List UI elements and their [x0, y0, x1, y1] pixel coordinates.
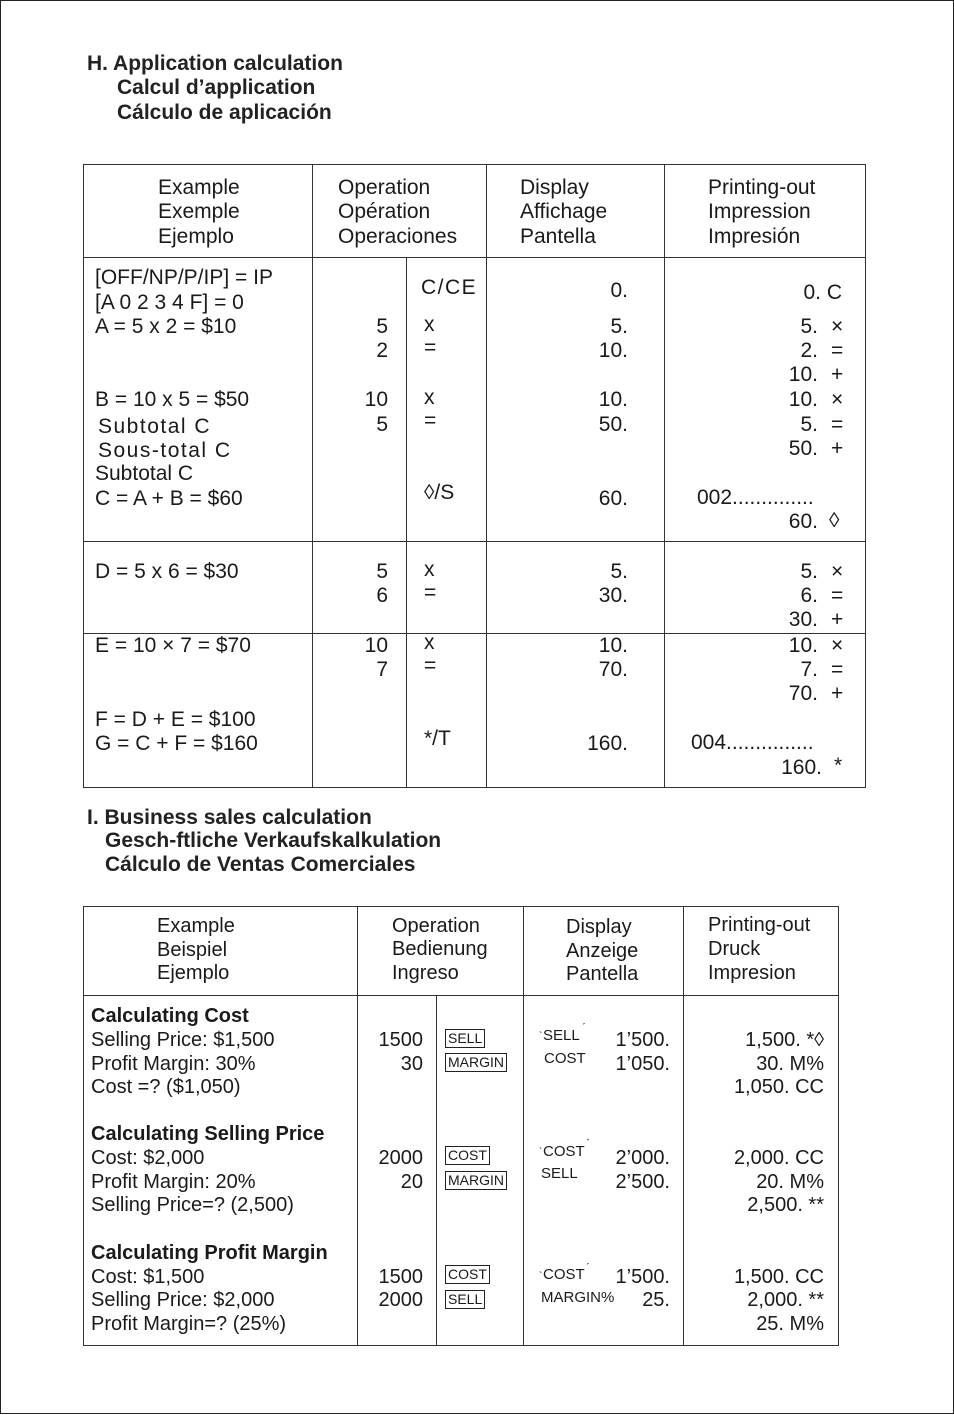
operation-number: 10 [364, 634, 388, 657]
print-symbol: × [831, 388, 844, 411]
display-value: 10. [598, 388, 628, 411]
header-operation: Operation [392, 915, 480, 937]
display-value: 0. [610, 279, 628, 302]
print-value: 25. M% [756, 1313, 824, 1335]
display-value: 60. [598, 487, 628, 510]
operation-number: 1500 [378, 1029, 423, 1051]
display-value: 2’000. [615, 1147, 670, 1169]
key-multiply: x [424, 631, 435, 654]
print-symbol: × [831, 560, 844, 583]
operation-number: 2000 [378, 1289, 423, 1311]
header-example: Example [158, 176, 240, 199]
print-value: 10. [788, 388, 818, 411]
print-symbol: ◊ [829, 509, 840, 532]
print-value: 60. [788, 510, 818, 533]
header-printing-es: Impresión [708, 225, 801, 248]
header-display-es: Pantella [520, 225, 596, 248]
sell-key: SELL [445, 1029, 485, 1048]
header-display-de: Anzeige [566, 940, 639, 962]
print-symbol: = [831, 658, 844, 681]
header-operation-fr: Opération [338, 200, 431, 223]
cost-key: COST [445, 1146, 490, 1165]
print-value: 30. [788, 608, 818, 631]
print-symbol: * [834, 754, 843, 777]
operation-number: 5 [376, 315, 388, 338]
print-value: 2,500. ** [747, 1194, 824, 1216]
indicator-tick-icon: ˊ [582, 1022, 586, 1034]
header-display-es: Pantella [566, 963, 639, 985]
print-value: 1,500. CC [733, 1266, 824, 1288]
operation-number: 5 [376, 413, 388, 436]
row-line: Profit Margin=? (25%) [91, 1313, 287, 1335]
header-display: Display [566, 916, 632, 938]
key-equals: = [424, 581, 437, 604]
indicator-tick-icon: ˊ [586, 1262, 590, 1274]
header-example-fr: Exemple [158, 200, 240, 223]
section-i-title-es: Cálculo de Ventas Comerciales [105, 853, 416, 876]
example-line: E = 10 × 7 = $70 [95, 634, 251, 657]
key-total: */T [424, 727, 451, 750]
operation-number: 1500 [378, 1266, 423, 1288]
operation-number: 7 [376, 658, 388, 681]
row-line: Profit Margin: 20% [91, 1171, 256, 1193]
display-value: 70. [598, 658, 628, 681]
print-value: 10. [788, 634, 818, 657]
cost-key: COST [445, 1265, 490, 1284]
display-value: 5. [610, 315, 628, 338]
indicator-tick-icon: ˎ [539, 1138, 543, 1150]
display-value: 25. [642, 1289, 670, 1311]
header-display: Display [520, 176, 589, 199]
operation-number: 5 [376, 560, 388, 583]
header-display-fr: Affichage [520, 200, 608, 223]
header-example-de: Beispiel [157, 939, 228, 961]
operation-number: 30 [400, 1053, 423, 1075]
key-clear: C/CE [421, 276, 478, 299]
print-value: 50. [788, 437, 818, 460]
indicator-label: COST [543, 1266, 585, 1283]
print-symbol: + [831, 608, 844, 631]
header-operation-de: Bedienung [392, 938, 488, 960]
print-value: 5. [800, 413, 818, 436]
print-value: 20. M% [756, 1171, 824, 1193]
row-line: Selling Price: $2,000 [91, 1289, 275, 1311]
print-value: 6. [800, 584, 818, 607]
operation-number: 20 [400, 1171, 423, 1193]
header-example-es: Ejemplo [157, 962, 230, 984]
example-line: C = A + B = $60 [95, 487, 243, 510]
print-symbol: + [831, 682, 844, 705]
print-value: 004............... [691, 731, 814, 754]
indicator-label: MARGIN% [541, 1289, 615, 1306]
example-line: F = D + E = $100 [95, 708, 256, 731]
key-multiply: x [424, 386, 435, 409]
header-printing: Printing-out [708, 914, 811, 936]
print-symbol: = [831, 413, 844, 436]
example-line: [A 0 2 3 4 F] = 0 [95, 291, 244, 314]
margin-key: MARGIN [445, 1053, 507, 1072]
row-line: Cost: $1,500 [91, 1266, 205, 1288]
display-value: 1’500. [615, 1029, 670, 1051]
print-value: 1,500. *◊ [745, 1029, 824, 1051]
print-value: 5. [800, 560, 818, 583]
example-line: D = 5 x 6 = $30 [95, 560, 239, 583]
example-line: G = C + F = $160 [95, 732, 258, 755]
print-value: 30. M% [756, 1053, 824, 1075]
section-i-title-en: I. Business sales calculation [87, 806, 372, 829]
example-line: A = 5 x 2 = $10 [95, 315, 237, 338]
print-value: 1,050. CC [733, 1076, 824, 1098]
indicator-label: SELL [541, 1165, 578, 1182]
print-value: 002.............. [697, 486, 814, 509]
key-multiply: x [424, 558, 435, 581]
print-value: 160. [781, 756, 822, 779]
row-line: Selling Price: $1,500 [91, 1029, 275, 1051]
operation-number: 2000 [378, 1147, 423, 1169]
display-value: 1’050. [615, 1053, 670, 1075]
display-value: 5. [610, 560, 628, 583]
operation-number: 10 [364, 388, 388, 411]
print-value: 70. [788, 682, 818, 705]
print-symbol: × [831, 634, 844, 657]
print-value: 2,000. ** [747, 1289, 824, 1311]
print-value: 10. [788, 363, 818, 386]
row-line: Cost: $2,000 [91, 1147, 205, 1169]
row-heading: Calculating Profit Margin [91, 1242, 328, 1264]
display-value: 2’500. [615, 1171, 670, 1193]
operation-number: 2 [376, 339, 388, 362]
print-symbol: = [831, 584, 844, 607]
print-value: 2,000. CC [733, 1147, 824, 1169]
indicator-label: COST [543, 1143, 585, 1160]
operation-number: 6 [376, 584, 388, 607]
key-multiply: x [424, 313, 435, 336]
margin-key: MARGIN [445, 1171, 507, 1190]
section-i-title-de: Gesch-ftliche Verkaufskalkulation [105, 829, 442, 852]
key-equals: = [424, 409, 437, 432]
header-example-es: Ejemplo [158, 225, 234, 248]
indicator-label: SELL [543, 1027, 580, 1044]
indicator-tick-icon: ˊ [586, 1138, 590, 1150]
indicator-tick-icon: ˎ [539, 1022, 543, 1034]
row-heading: Calculating Cost [91, 1005, 249, 1027]
example-line: Sous-total C [98, 439, 232, 462]
row-line: Profit Margin: 30% [91, 1053, 256, 1075]
key-equals: = [424, 654, 437, 677]
header-printing-es: Impresion [708, 962, 796, 984]
display-value: 50. [598, 413, 628, 436]
indicator-tick-icon: ˎ [539, 1262, 543, 1274]
header-operation-es: Operaciones [338, 225, 458, 248]
example-line: Subtotal C [95, 462, 194, 485]
row-heading: Calculating Selling Price [91, 1123, 325, 1145]
header-printing-de: Druck [708, 938, 761, 960]
header-printing-fr: Impression [708, 200, 811, 223]
section-h-title-en: H. Application calculation [87, 52, 343, 75]
print-value: 0. C [803, 281, 842, 304]
row-line: Cost =? ($1,050) [91, 1076, 241, 1098]
header-operation-es: Ingreso [392, 962, 459, 984]
header-printing: Printing-out [708, 176, 816, 199]
sell-key: SELL [445, 1290, 485, 1309]
print-value: 2. [800, 339, 818, 362]
example-line: [OFF/NP/P/IP] = IP [95, 266, 273, 289]
display-value: 30. [598, 584, 628, 607]
display-value: 160. [587, 732, 628, 755]
key-equals: = [424, 336, 437, 359]
print-value: 5. [800, 315, 818, 338]
print-symbol: + [831, 363, 844, 386]
section-h-title-es: Cálculo de aplicación [117, 101, 332, 124]
example-line: B = 10 x 5 = $50 [95, 388, 250, 411]
display-value: 10. [598, 339, 628, 362]
print-symbol: × [831, 315, 844, 338]
display-value: 1’500. [615, 1266, 670, 1288]
print-value: 7. [800, 658, 818, 681]
section-h-title-fr: Calcul d’application [117, 76, 316, 99]
example-line: Subtotal C [98, 415, 212, 438]
indicator-label: COST [544, 1050, 586, 1067]
row-line: Selling Price=? (2,500) [91, 1194, 294, 1216]
header-operation: Operation [338, 176, 431, 199]
display-value: 10. [598, 634, 628, 657]
header-example: Example [157, 915, 235, 937]
print-symbol: = [831, 339, 844, 362]
key-subtotal: ◊/S [424, 481, 455, 504]
print-symbol: + [831, 437, 844, 460]
